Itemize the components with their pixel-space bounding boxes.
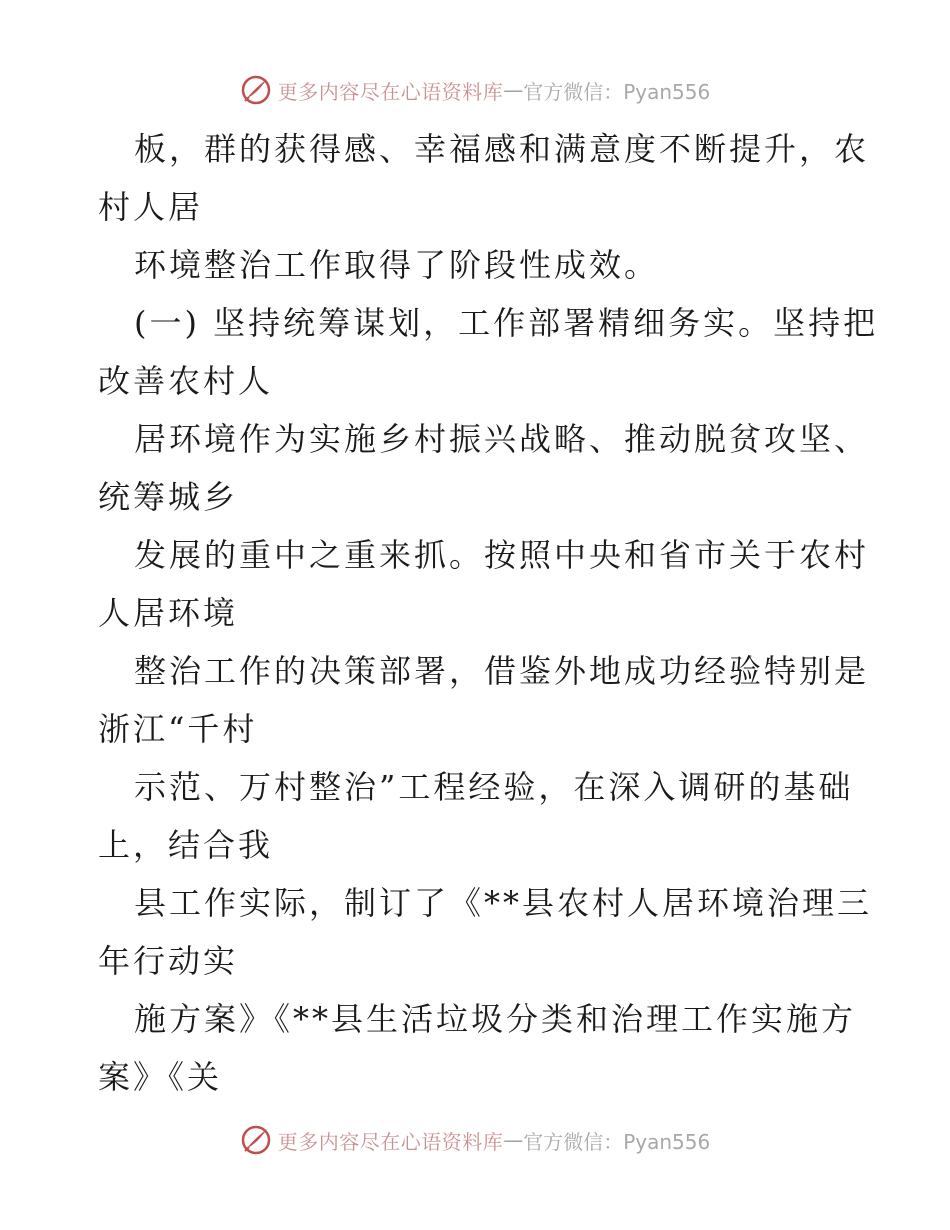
body-line: 改善农村人 [98,362,274,400]
quill-logo-icon [240,74,272,106]
body-line: 年行动实 [98,942,239,980]
header-banner-separator: — [503,78,524,102]
header-banner-text: 更多内容尽在心语资料库 [277,79,504,104]
body-line: (一) 坚持统筹谋划，工作部署精细务实。坚持把 [134,304,879,342]
body-line: 县工作实际，制订了《**县农村人居环境治理三 [134,884,873,922]
document-body [98,120,879,1106]
body-line: 环境整治工作取得了阶段性成效。 [134,246,660,284]
body-line: 发展的重中之重来抓。按照中央和省市关于农村 [134,536,870,574]
header-banner [0,68,950,112]
body-line: 施方案》《**县生活垃圾分类和治理工作实施方 [134,1000,857,1038]
body-line: 板，群的获得感、幸福感和满意度不断提升，农 [134,130,870,168]
body-line: 村人居 [98,188,204,226]
footer-banner-wechat: 官方微信：Pyan556 [523,1129,711,1154]
body-line: 浙江“千村 [98,710,258,748]
quill-logo-icon [240,1124,272,1156]
footer-banner [0,1118,950,1162]
body-line: 示范、万村整治”工程经验，在深入调研的基础 [134,768,854,806]
footer-banner-text: 更多内容尽在心语资料库 [277,1129,504,1154]
body-line: 居环境作为实施乡村振兴战略、推动脱贫攻坚、 [134,420,870,458]
body-line: 人居环境 [98,594,239,632]
body-line: 整治工作的决策部署，借鉴外地成功经验特别是 [134,652,870,690]
body-line: 上，结合我 [98,826,274,864]
footer-banner-separator: — [503,1128,524,1152]
body-line: 案》《关 [98,1058,223,1096]
body-line: 统筹城乡 [98,478,239,516]
header-banner-wechat: 官方微信：Pyan556 [523,79,711,104]
